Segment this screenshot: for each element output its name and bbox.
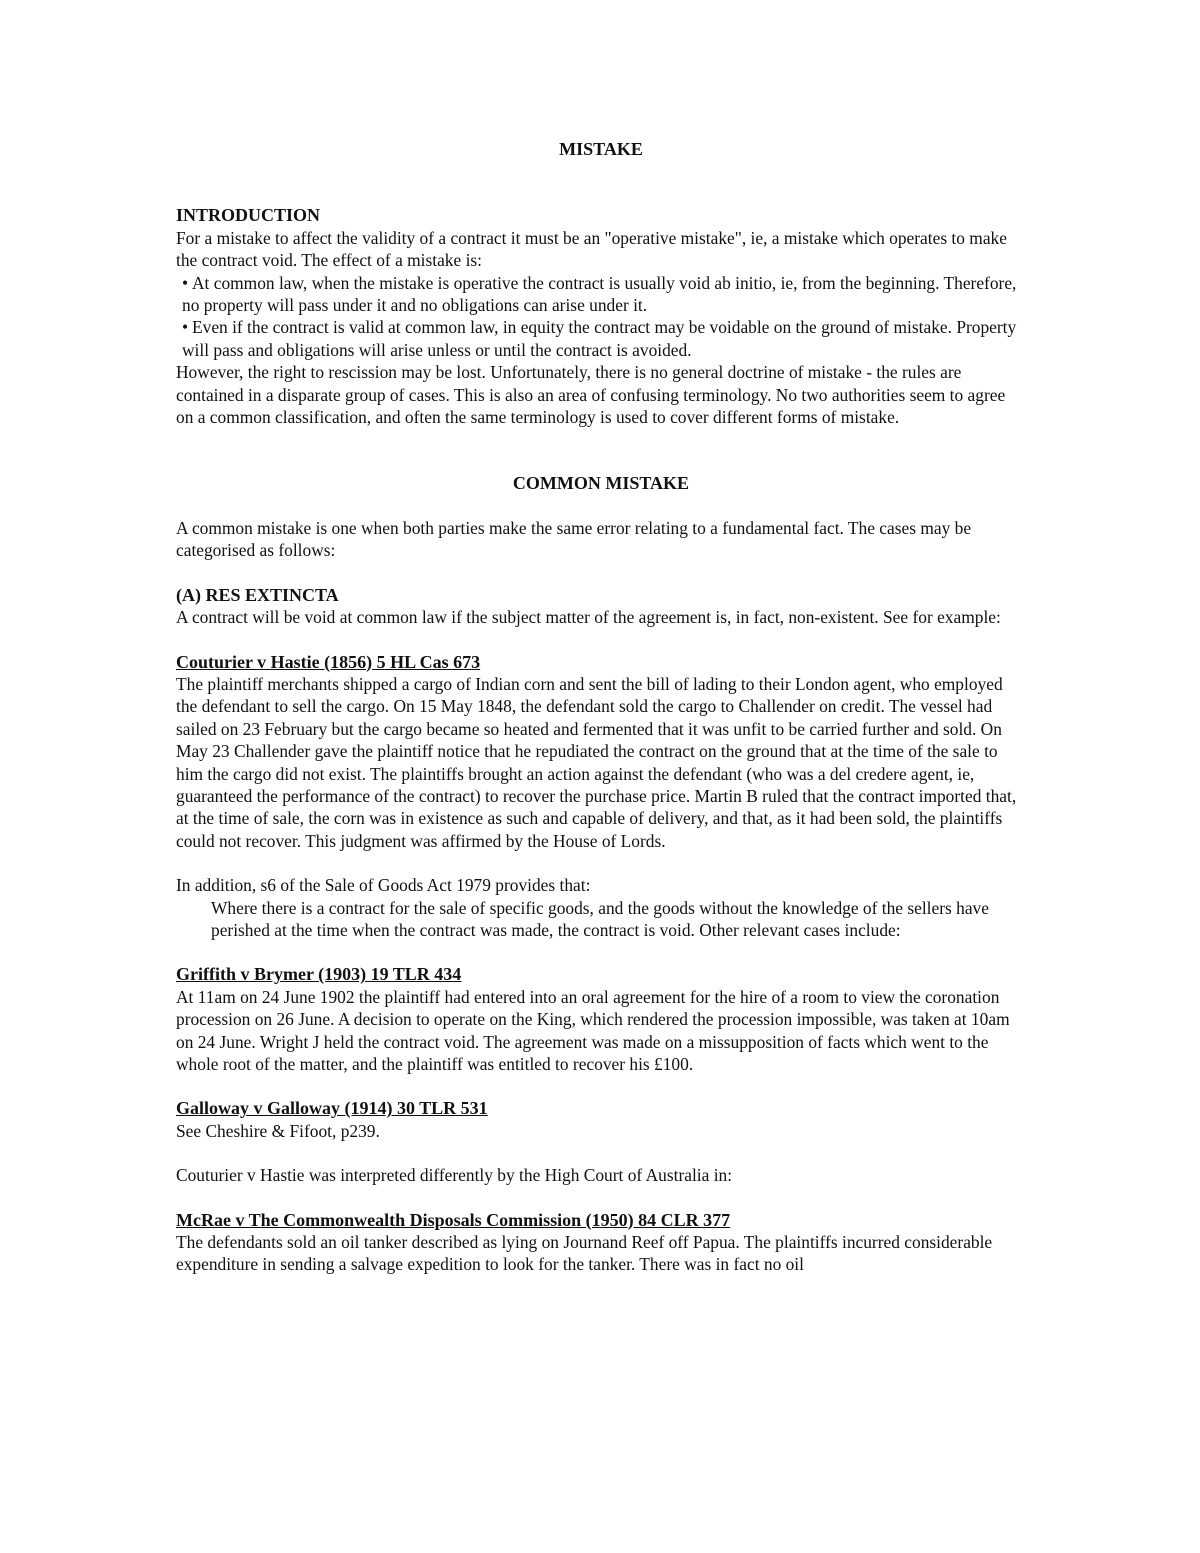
interpretation-paragraph: Couturier v Hastie was interpreted differently by the High Court of Australia in: xyxy=(176,1165,733,1186)
bullet-icon: • xyxy=(182,272,189,293)
intro-paragraph: For a mistake to affect the validity of a contract it must be an "operative mistake", ie, a mistake which operates to make the contract void. The effect of a mistake is: xyxy=(176,227,1007,271)
intro-bullet-2 xyxy=(176,316,1026,361)
page-title: MISTAKE xyxy=(559,139,643,159)
case-title-mcrae: McRae v The Commonwealth Disposals Commission (1950) 84 CLR 377 xyxy=(176,1209,731,1230)
sga-intro: In addition, s6 of the Sale of Goods Act 1979 provides that: xyxy=(176,875,591,896)
case-text-griffith: At 11am on 24 June 1902 the plaintiff had entered into an oral agreement for the hire of a room to view the coronation procession on 26 June. A decision to operate on the King, which rendered the procession impossible, was taken at 10am on 24 June. Wright J held the contract void. The agreement was made on a missupposition of facts which went to the whole root of the matter, and the plaintiff was entitled to recover his £100. xyxy=(176,986,1010,1074)
case-text-couturier: The plaintiff merchants shipped a cargo of Indian corn and sent the bill of lading to their London agent, who employed the defendant to sell the cargo. On 15 May 1848, the defendant sold the cargo to Challender on credit. The vessel had sailed on 23 February but the cargo became so heated and fermented that it was unfit to be carried further and sold. On May 23 Challender gave the plaintiff notice that he repudiated the contract on the ground that at the time of the sale to him the cargo did not exist. The plaintiffs brought an action against the defendant (who was a del credere agent, ie, guaranteed the performance of the contract) to recover the purchase price. Martin B ruled that the contract imported that, at the time of sale, the corn was in existence as such and capable of delivery, and that, as it had been sold, the plaintiffs could not recover. This judgment was affirmed by the House of Lords. xyxy=(176,673,1017,851)
common-mistake-heading: COMMON MISTAKE xyxy=(512,473,690,494)
res-extincta-heading: (A) RES EXTINCTA xyxy=(176,584,339,605)
bullet-text: Even if the contract is valid at common law, in equity the contract may be voidable on the ground of mistake. Property will pass and obligations will arise unless or until the contract is avoided. xyxy=(182,317,1017,360)
bullet-text: At common law, when the mistake is operative the contract is usually void ab initio, ie, from the beginning. Therefore, no property will pass under it and no obligations can arise under it. xyxy=(182,272,1017,316)
bullet-icon: • xyxy=(182,317,189,338)
case-title-couturier: Couturier v Hastie (1856) 5 HL Cas 673 xyxy=(176,651,481,672)
res-extincta-paragraph: A contract will be void at common law if the subject matter of the agreement is, in fact, non-existent. See for example: xyxy=(176,607,1001,628)
document-page xyxy=(176,138,1026,1276)
introduction-heading: INTRODUCTION xyxy=(176,205,321,226)
case-text-galloway: See Cheshire & Fifoot, p239. xyxy=(176,1120,380,1141)
common-mistake-paragraph: A common mistake is one when both parties make the same error relating to a fundamental fact. The cases may be categorised as follows: xyxy=(176,517,972,561)
case-title-galloway: Galloway v Galloway (1914) 30 TLR 531 xyxy=(176,1098,488,1119)
case-title-griffith: Griffith v Brymer (1903) 19 TLR 434 xyxy=(176,964,462,985)
intro-paragraph-2: However, the right to rescission may be lost. Unfortunately, there is no general doctrine of mistake - the rules are contained in a disparate group of cases. This is also an area of confusing terminology. No two authorities seem to agree on a common classification, and often the same terminology is used to cover different forms of mistake. xyxy=(176,362,1006,428)
intro-bullet-1 xyxy=(176,272,1026,317)
case-text-mcrae: The defendants sold an oil tanker described as lying on Journand Reef off Papua. The plaintiffs incurred considerable expenditure in sending a salvage expedition to look for the tanker. There was in fact no oil xyxy=(176,1232,993,1275)
sga-quote: Where there is a contract for the sale of specific goods, and the goods without the knowledge of the sellers have perished at the time when the contract was made, the contract is void. Other relevant cases include: xyxy=(211,897,989,940)
